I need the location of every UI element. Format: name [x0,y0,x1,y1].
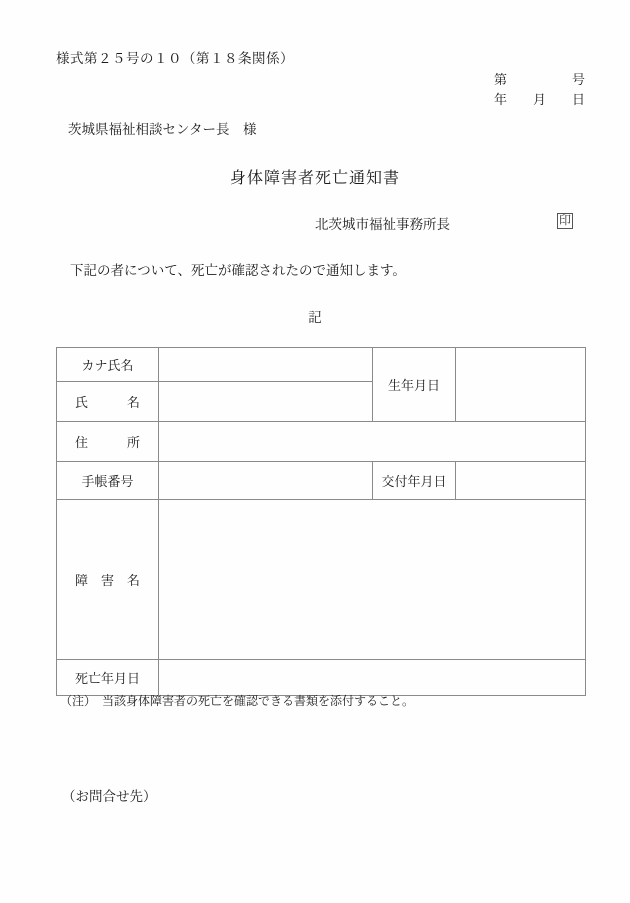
row-value-death-date[interactable] [159,660,586,696]
table-row [57,348,586,382]
row-label-kana-name: カナ氏名 [57,348,159,382]
body-statement: 下記の者について、死亡が確認されたので通知します。 [70,263,406,278]
row-label-address: 住 所 [57,422,159,462]
document-meta-block [494,70,585,110]
contact-label: （お問合せ先） [62,789,157,804]
row-value-disability-name[interactable] [159,500,586,660]
row-label-handbook-number: 手帳番号 [57,462,159,500]
table-row [57,462,586,500]
document-date-field[interactable]: 年 月 日 [493,92,585,107]
seal-icon: 印 [559,213,572,227]
issuer-line: 北茨城市福祉事務所長 [315,217,450,232]
row-label-death-date: 死亡年月日 [57,660,159,696]
row-label-issue-date: 交付年月日 [373,462,456,500]
page-title: 身体障害者死亡通知書 [229,170,400,187]
table-row [57,500,586,660]
row-value-address[interactable] [159,422,586,462]
row-label-disability-name: 障 害 名 [57,500,159,660]
row-label-name: 氏 名 [57,382,159,422]
row-value-name[interactable] [159,382,373,422]
document-number-field[interactable]: 第 号 [493,72,585,87]
row-value-issue-date[interactable] [456,462,586,500]
row-value-handbook-number[interactable] [159,462,373,500]
table-row [57,422,586,462]
row-value-kana-name[interactable] [159,348,373,382]
notification-details-table [56,347,586,696]
ki-marker: 記 [308,310,322,325]
addressee-line: 茨城県福祉相談センター長 様 [68,122,257,137]
row-label-birth-date: 生年月日 [373,348,456,422]
form-number: 様式第２５号の１０（第１８条関係） [56,51,294,66]
row-value-birth-date[interactable] [456,348,586,422]
table-row [57,660,586,696]
footnote: （注） 当該身体障害者の死亡を確認できる書類を添付すること。 [60,694,415,708]
